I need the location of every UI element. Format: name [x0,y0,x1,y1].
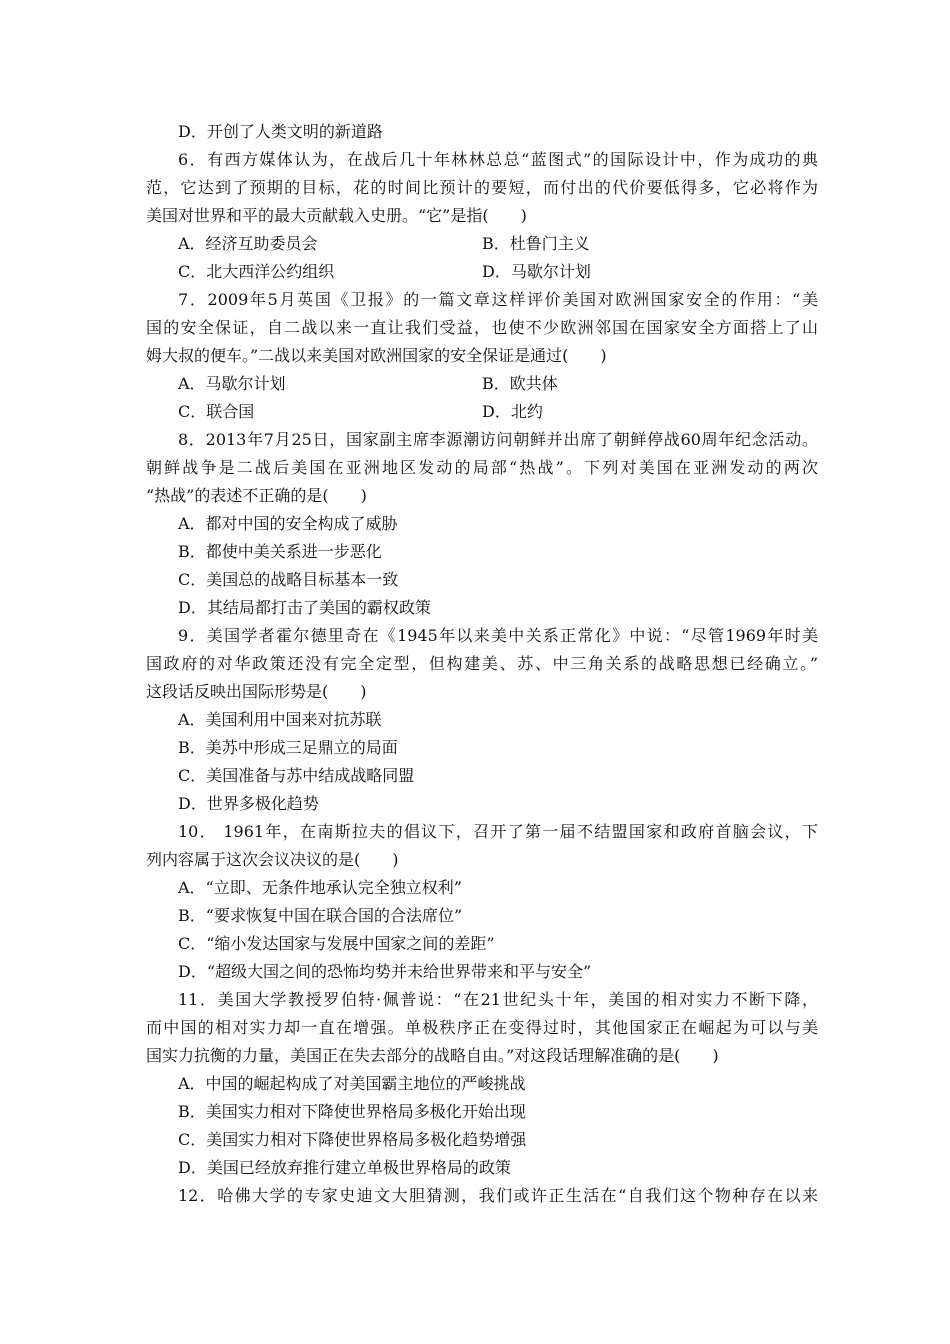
question-8-line-2: 朝鲜战争是二战后美国在亚洲地区发动的局部“热战”。下列对美国在亚洲发动的两次 [146,458,818,477]
question-12-line-1: 12．哈佛大学的专家史迪文大胆猜测，我们或许正生活在“自我们这个物种存在以来 [178,1186,818,1205]
question-6-option-b: B．杜鲁门主义 [482,234,590,253]
question-7-line-2: 国的安全保证，自二战以来一直让我们受益，也使不少欧洲邻国在国家安全方面搭上了山 [146,318,818,337]
question-7-option-d: D．北约 [482,402,543,421]
question-6-option-c: C．北大西洋公约组织 [178,262,335,281]
option-d-prev: D．开创了人类文明的新道路 [178,122,383,141]
question-11-line-1: 11．美国大学教授罗伯特·佩普说：“在21世纪头十年，美国的相对实力不断下降， [178,990,818,1009]
question-10-option-a: A．“立即、无条件地承认完全独立权利” [178,878,462,897]
question-11-line-2: 而中国的相对实力却一直在增强。单极秩序正在变得过时，其他国家正在崛起为可以与美 [146,1018,818,1037]
question-11-option-d: D．美国已经放弃推行建立单极世界格局的政策 [178,1158,511,1177]
question-9-option-c: C．美国准备与苏中结成战略同盟 [178,766,415,785]
question-11-option-c: C．美国实力相对下降使世界格局多极化趋势增强 [178,1130,527,1149]
question-6-options-row-1 [146,230,818,258]
question-9-option-d: D．世界多极化趋势 [178,794,319,813]
question-7-option-c: C．联合国 [178,402,255,421]
question-7-line-1: 7．2009年5月英国《卫报》的一篇文章这样评价美国对欧洲国家安全的作用：“美 [178,290,818,309]
question-6-line-1: 6．有西方媒体认为，在战后几十年林林总总“蓝图式”的国际设计中，作为成功的典 [178,150,818,169]
question-9-line-1: 9．美国学者霍尔德里奇在《1945年以来美中关系正常化》中说：“尽管1969年时美 [178,626,818,645]
question-7-line-3: 姆大叔的便车。”二战以来美国对欧洲国家的安全保证是通过( ) [146,346,607,365]
question-8-line-3: “热战”的表述不正确的是( ) [146,486,367,505]
question-8-line-1: 8．2013年7月25日，国家副主席李源潮访问朝鲜并出席了朝鲜停战60周年纪念活动。 [178,430,818,449]
question-7-options-row-1 [146,370,818,398]
question-10-option-b: B．“要求恢复中国在联合国的合法席位” [178,906,463,925]
question-6-options-row-2 [146,258,818,286]
question-9-line-2: 国政府的对华政策还没有完全定型，但构建美、苏、中三角关系的战略思想已经确立。” [146,654,818,673]
question-11-option-a: A．中国的崛起构成了对美国霸主地位的严峻挑战 [178,1074,526,1093]
question-8-option-c: C．美国总的战略目标基本一致 [178,570,399,589]
question-10-option-c: C．“缩小发达国家与发展中国家之间的差距” [178,934,495,953]
question-9-option-a: A．美国利用中国来对抗苏联 [178,710,382,729]
question-6-line-3: 美国对世界和平的最大贡献载入史册。“它”是指( ) [146,206,527,225]
question-10-option-d: D．“超级大国之间的恐怖均势并未给世界带来和平与安全” [178,962,592,981]
question-10-line-2: 列内容属于这次会议决议的是( ) [146,850,399,869]
question-8-option-a: A．都对中国的安全构成了威胁 [178,514,398,533]
question-10-line-1: 10． 1961年，在南斯拉夫的倡议下，召开了第一届不结盟国家和政府首脑会议，下 [178,822,818,841]
question-11-line-3: 国实力抗衡的力量，美国正在失去部分的战略自由。”对这段话理解准确的是( ) [146,1046,719,1065]
document-body [146,118,818,1210]
question-9-line-3: 这段话反映出国际形势是( ) [146,682,367,701]
question-6-line-2: 范，它达到了预期的目标，花的时间比预计的要短，而付出的代价要低得多，它必将作为 [146,178,818,197]
question-7-option-a: A．马歇尔计划 [178,374,286,393]
question-8-option-d: D．其结局都打击了美国的霸权政策 [178,598,431,617]
question-7-option-b: B．欧共体 [482,374,558,393]
question-8-option-b: B．都使中美关系进一步恶化 [178,542,382,561]
question-11-option-b: B．美国实力相对下降使世界格局多极化开始出现 [178,1102,526,1121]
question-9-option-b: B．美苏中形成三足鼎立的局面 [178,738,398,757]
question-6-option-a: A．经济互助委员会 [178,234,318,253]
question-6-option-d: D．马歇尔计划 [482,262,591,281]
question-7-options-row-2 [146,398,818,426]
